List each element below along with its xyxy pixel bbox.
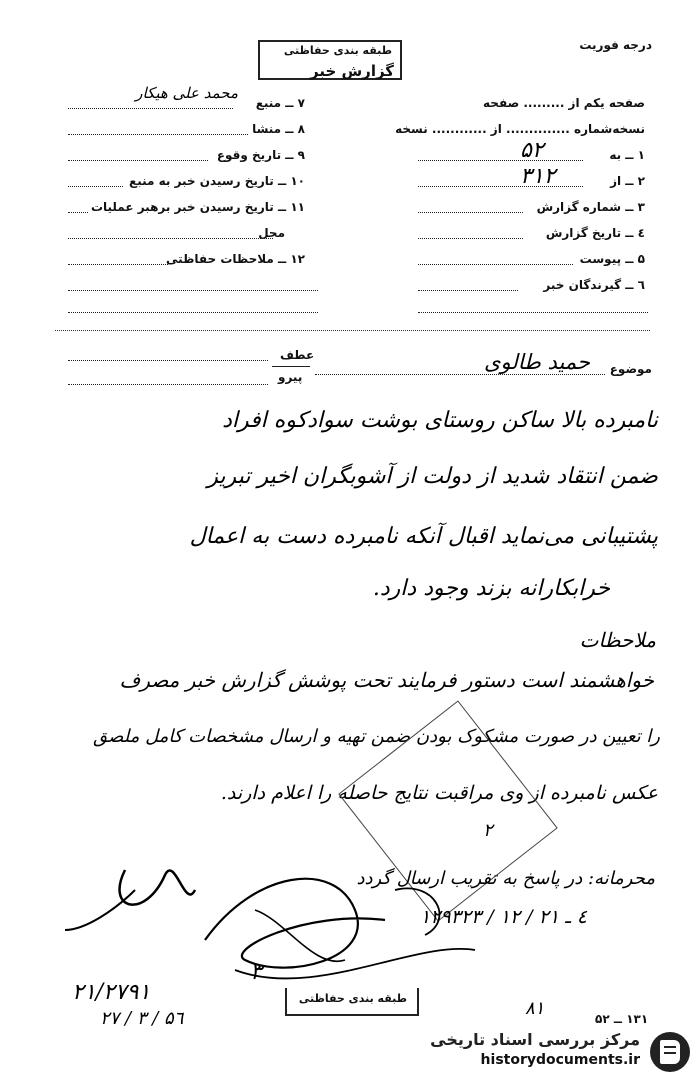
field-remarks-line <box>68 264 168 265</box>
left-extra-line-1 <box>68 290 318 291</box>
body-line: پشتیبانی می‌نماید اقبال آنکه نامبرده دست به اعمال <box>189 524 658 549</box>
peyro-label: پیرو <box>278 370 303 384</box>
field-to-value: ۵۲ <box>520 138 544 163</box>
footer-code-left: ۲۱/۲۷۹۱ <box>72 980 151 1005</box>
watermark-org-name: مرکز بررسی اسناد تاریخی <box>430 1030 640 1049</box>
stamp-number: ۲ <box>483 820 493 841</box>
atf-line <box>68 360 268 361</box>
form-separator <box>55 330 650 331</box>
field-from-line <box>418 186 583 187</box>
form-number: ۱۳۱ ــ ۵۲ <box>595 1012 649 1026</box>
field-source-value: محمد علی هیکار <box>135 84 238 102</box>
subject-line <box>315 374 605 375</box>
field-from-value: ۳۱۲ <box>520 164 556 189</box>
field-to-line <box>418 160 583 161</box>
attachment-label: ۵ ــ پیوست <box>579 252 645 266</box>
atf-label: عطف <box>280 348 315 362</box>
attachment-line <box>418 264 573 265</box>
field-to-label: ۱ ــ به <box>609 148 645 162</box>
field-event-date-label: ۹ ــ تاریخ وقوع <box>216 148 305 162</box>
peyro-line <box>68 384 268 385</box>
right-extra-line <box>418 312 648 313</box>
atf-peyro-divider <box>272 366 310 367</box>
field-received-source-label: ۱۰ ــ تاریخ رسیدن خبر به منبع <box>129 174 305 188</box>
watermark-url: historydocuments.ir <box>480 1052 640 1068</box>
archive-logo-icon <box>650 1032 690 1072</box>
report-date-label: ٤ ــ تاریخ گزارش <box>545 226 645 240</box>
left-extra-line-2 <box>68 312 318 313</box>
footer-date-left: ۲۷ / ۳ / ۵٦ <box>100 1008 184 1029</box>
field-received-ops-label: ۱۱ ــ تاریخ رسیدن خبر برهبر عملیات <box>90 200 305 214</box>
subject-value: حمید طالوی <box>484 350 590 374</box>
report-number-label: ۳ ــ شماره گزارش <box>536 200 645 214</box>
field-received-ops-line <box>68 212 88 213</box>
field-location-line <box>68 238 273 239</box>
footer-note: محرمانه: در پاسخ به تقریب ارسال گردد <box>356 868 655 889</box>
footer-reference: ۱۲۹۳۲۳ / ۱۲ / ٤ ـ ۲۱ <box>420 906 587 928</box>
body-line: خرابکارانه بزند وجود دارد. <box>372 576 610 601</box>
field-from-label: ۲ ــ از <box>610 174 645 188</box>
remarks-line: خواهشمند است دستور فرمایند تحت پوشش گزارش خبر مصرف <box>119 668 654 692</box>
body-line: نامبرده بالا ساکن روستای بوشت سوادکوه افراد <box>222 408 658 433</box>
footer-classification-box <box>285 988 419 1016</box>
field-source-label: ۷ ــ منبع <box>255 96 305 110</box>
report-date-line <box>418 238 523 239</box>
subject-label: موضوع <box>609 362 652 376</box>
remarks-line: را تعیین در صورت مشکوک بودن ضمن تهیه و ارسال مشخصات کامل ملصق <box>93 726 660 747</box>
remarks-line: عکس نامبرده از وی مراقبت نتایج حاصله را اعلام دارند. <box>220 782 658 804</box>
form-title: گزارش خبر <box>310 62 395 80</box>
field-location-label: محل <box>258 226 285 240</box>
footer-corner-number: ۸۱ <box>525 998 545 1019</box>
copy-number-label: نسخه‌شماره .............. از ............ نسخه <box>395 122 645 136</box>
field-origin-label: ۸ ــ منشا <box>252 122 305 136</box>
field-received-source-line <box>68 186 123 187</box>
field-origin-line <box>68 134 248 135</box>
classification-label-top: طبقه بندی حفاظتی <box>283 44 392 57</box>
field-source-line <box>68 108 233 109</box>
recipients-label: ٦ ــ گیرندگان خبر <box>543 278 645 292</box>
field-event-date-line <box>68 160 208 161</box>
footer-bottom-number: ۳ <box>250 960 262 985</box>
page-of-label: صفحه یکم از ......... صفحه <box>483 96 645 110</box>
urgency-label: درجه فوریت <box>579 38 652 52</box>
watermark <box>410 1026 700 1076</box>
classification-label-bottom: طبقه بندی حفاظتی <box>298 992 407 1005</box>
recipients-line <box>418 290 518 291</box>
report-number-line <box>418 212 523 213</box>
remarks-heading: ملاحظات <box>579 628 656 652</box>
field-remarks-label: ۱۲ ــ ملاحظات حفاظتی <box>166 252 305 266</box>
body-line: ضمن انتقاد شدید از دولت از آشوبگران اخیر تبریز <box>207 464 658 489</box>
